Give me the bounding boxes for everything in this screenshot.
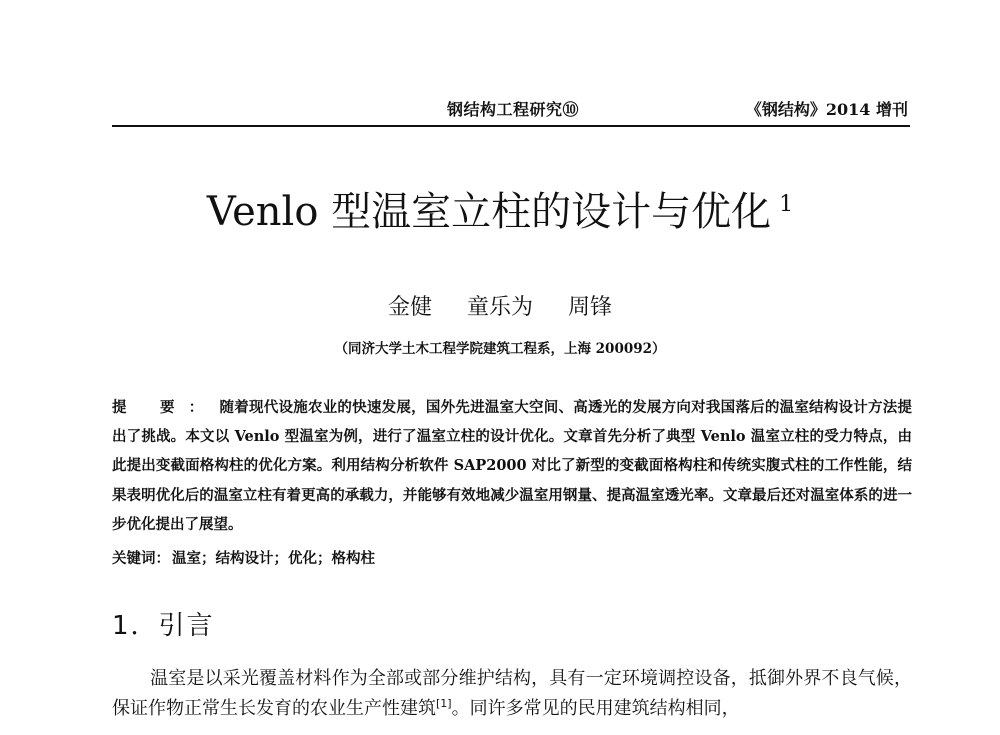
section-heading: 1．引言 [112, 611, 215, 641]
author-1: 金健 [387, 295, 432, 320]
header-rule [112, 125, 910, 127]
body-text-b: 。同许多常见的民用建筑结构相同， [451, 698, 740, 719]
body-text-a: 温室是以采光覆盖材料作为全部或部分维护结构，具有一定环境调控设备，抵御外界不良气候，保证作物正常生长发育的农业生产性建筑 [112, 668, 912, 719]
header-journal: 《钢结构》2014 增刊 [745, 100, 908, 119]
abstract-text: 随着现代设施农业的快速发展，国外先进温室大空间、高透光的发展方向对我国落后的温室结构设计方法提出了挑战。本文以 Venlo 型温室为例，进行了温室立柱的设计优化。文章首先分析了典型 Venlo 温室立柱的受力特点，由此提出变截面格构柱的优化方案。利用结构分析软件 SAP2000 对比了新型的变截面格构柱和传统实腹式柱的工作性能，结果表明优化后的温室立柱有着更高的承载力，并能够有效地减少温室用钢量、提高温室透光率。文章最后还对温室体系的进一步优化提出了展望。 [112, 399, 912, 533]
affiliation: （同济大学土木工程学院建筑工程系，上海 200092） [334, 341, 666, 357]
paper-title [0, 180, 1000, 237]
keywords-text: 温室；结构设计；优化；格构柱 [172, 550, 375, 567]
citation-ref: [1] [436, 697, 452, 710]
title-footnote-mark: 1 [779, 192, 794, 217]
author-3: 周锋 [568, 295, 613, 320]
paper-title-text: Venlo 型温室立柱的设计与优化 [206, 189, 772, 235]
author-2: 童乐为 [466, 295, 533, 320]
page-header [0, 0, 1000, 130]
keywords [112, 547, 375, 568]
abstract [112, 393, 912, 539]
authors [0, 290, 1000, 321]
abstract-label: 提 要： [112, 399, 218, 416]
keywords-label: 关键词： [112, 550, 170, 567]
body-paragraph [112, 664, 912, 724]
header-series: 钢结构工程研究⑩ [447, 100, 580, 119]
